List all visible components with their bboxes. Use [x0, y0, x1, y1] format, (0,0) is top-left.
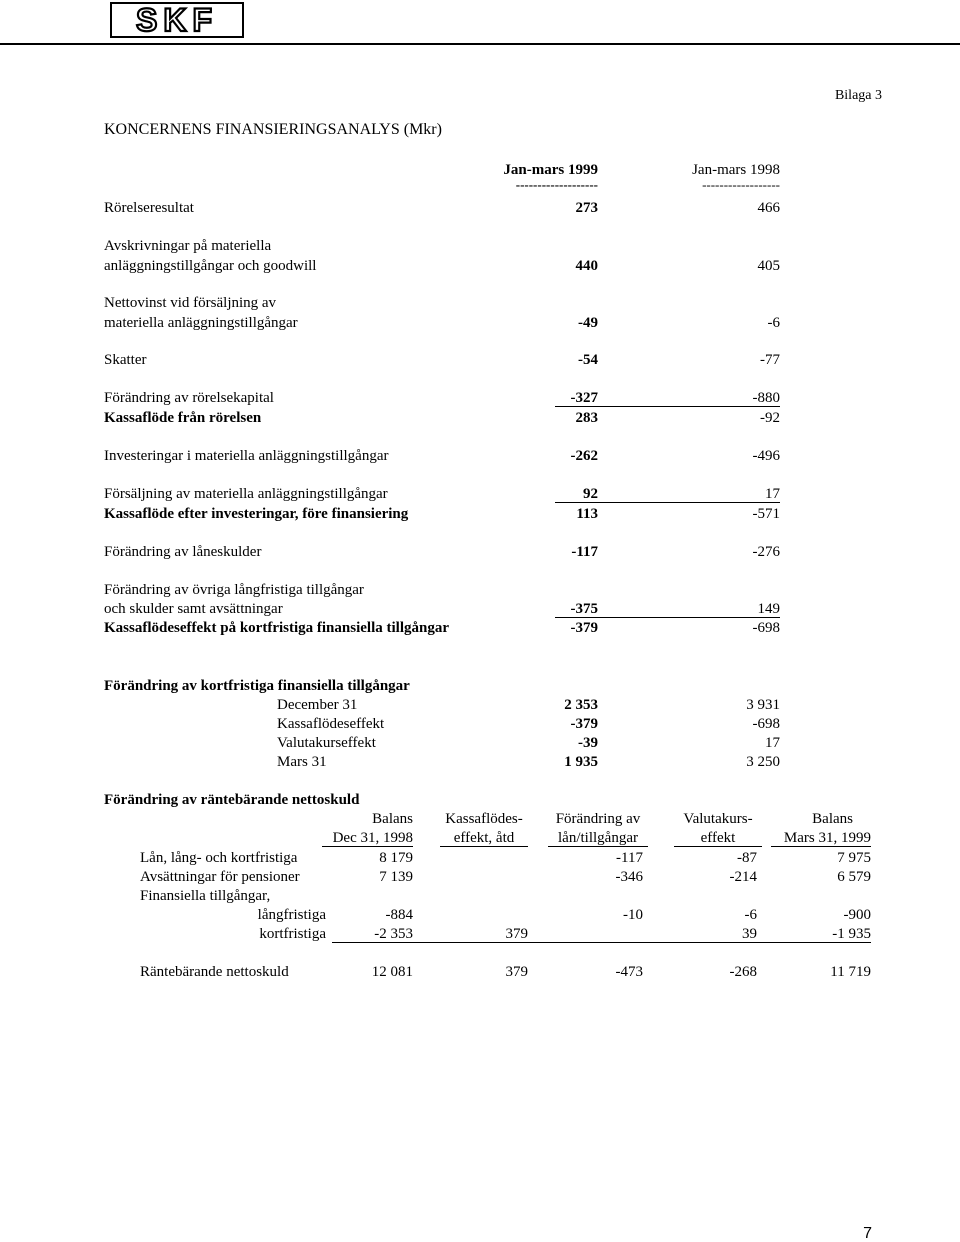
row-value-1998: 466	[757, 200, 780, 216]
net-debt-cell: -6	[744, 907, 757, 923]
row-label: Investeringar i materiella anläggningstillgångar	[104, 448, 389, 464]
net-debt-cell: -2 353	[374, 926, 413, 942]
short-term-value-1998: 3 250	[746, 754, 780, 770]
net-debt-header: Balans	[372, 811, 413, 827]
row-label-subtotal: Kassaflödeseffekt på kortfristiga finansiella tillgångar	[104, 620, 449, 636]
short-term-value-1998: -698	[752, 716, 780, 732]
net-debt-cell: -900	[843, 907, 871, 923]
row-label: Förändring av låneskulder	[104, 544, 262, 560]
net-debt-row-label: Finansiella tillgångar,	[140, 888, 271, 904]
net-debt-total-cell: 12 081	[371, 964, 413, 980]
short-term-value-1999: -379	[570, 716, 598, 732]
row-value-1999: 283	[575, 410, 598, 426]
net-debt-total-cell: -268	[729, 964, 757, 980]
header-rule	[0, 43, 960, 45]
column-dashes-1: -------------------	[515, 177, 598, 192]
net-debt-cell: -214	[729, 869, 757, 885]
annex-label: Bilaga 3	[834, 88, 882, 103]
net-debt-cell: -87	[737, 850, 757, 866]
net-debt-cell: 7 139	[379, 869, 413, 885]
net-debt-total-cell: 11 719	[830, 964, 871, 980]
column-header-1998: Jan-mars 1998	[692, 162, 780, 178]
short-term-label: Valutakurseffekt	[277, 735, 376, 751]
net-debt-cell: 6 579	[837, 869, 871, 885]
net-debt-cell: 379	[505, 926, 528, 942]
page-number: 7	[863, 1225, 872, 1242]
row-value-1999: -54	[578, 352, 598, 368]
net-debt-cell: -346	[615, 869, 643, 885]
net-debt-total-cell: 379	[505, 964, 528, 980]
row-value-1999: -117	[571, 544, 598, 560]
row-value-1999: -49	[578, 315, 598, 331]
page-title	[104, 122, 442, 138]
row-value-1998: -6	[767, 315, 780, 331]
short-term-label: Mars 31	[277, 754, 327, 770]
row-label: Förändring av rörelsekapital	[104, 390, 274, 406]
row-value-1999: -375	[555, 601, 598, 618]
net-debt-cell: 39	[742, 926, 757, 942]
net-debt-header: effekt, åtd	[440, 830, 528, 847]
row-value-1998: -92	[760, 410, 780, 426]
row-value-1998: -880	[598, 390, 780, 407]
short-term-value-1999: -39	[578, 735, 598, 751]
short-term-value-1999: 1 935	[564, 754, 598, 770]
row-value-1999: 113	[576, 506, 598, 522]
title-unit: (Mkr)	[403, 121, 442, 138]
row-label: Rörelseresultat	[104, 200, 194, 216]
net-debt-row-label: Lån, lång- och kortfristiga	[140, 850, 298, 866]
short-term-value-1998: 17	[765, 735, 780, 751]
row-label-subtotal: Kassaflöde från rörelsen	[104, 410, 262, 426]
row-value-1998: -77	[760, 352, 780, 368]
net-debt-cell: -117	[616, 850, 643, 866]
row-label: och skulder samt avsättningar	[104, 601, 283, 617]
net-debt-cell: 7 975	[837, 850, 871, 866]
row-label: Försäljning av materiella anläggningstillgångar	[104, 486, 388, 502]
row-label: Förändring av övriga långfristiga tillgångar	[104, 582, 364, 598]
net-debt-total-label: Räntebärande nettoskuld	[140, 964, 289, 980]
net-debt-row-label: långfristiga	[257, 907, 326, 923]
section-heading-short-term: Förändring av kortfristiga finansiella tillgångar	[104, 678, 410, 694]
column-dashes-2: ------------------	[702, 177, 780, 192]
row-value-1999: 440	[575, 258, 598, 274]
row-value-1999: 92	[555, 486, 598, 503]
row-value-1999: 273	[575, 200, 598, 216]
short-term-value-1999: 2 353	[564, 697, 598, 713]
short-term-label: Kassaflödeseffekt	[277, 716, 385, 732]
column-header-1999: Jan-mars 1999	[503, 162, 598, 178]
short-term-label: December 31	[277, 697, 358, 713]
row-value-1998: 17	[598, 486, 780, 503]
net-debt-header: Dec 31, 1998	[322, 830, 413, 847]
net-debt-cell: -1 935	[832, 926, 871, 942]
net-debt-header: effekt	[674, 830, 762, 847]
section-heading-net-debt: Förändring av räntebärande nettoskuld	[104, 792, 360, 808]
title-main: KONCERNENS FINANSIERINGSANALYS	[104, 121, 400, 138]
row-label: Skatter	[104, 352, 147, 368]
row-value-1999: -327	[555, 390, 598, 407]
row-value-1998: -571	[752, 506, 780, 522]
net-debt-cell: -10	[623, 907, 643, 923]
row-value-1999: -379	[570, 620, 598, 636]
net-debt-header: Mars 31, 1999	[771, 830, 871, 847]
net-debt-row-label: kortfristiga	[259, 926, 326, 942]
net-debt-header: Kassaflödes-	[445, 811, 523, 827]
row-value-1998: -496	[752, 448, 780, 464]
row-label: Avskrivningar på materiella	[104, 238, 272, 254]
net-debt-cell: 8 179	[379, 850, 413, 866]
net-debt-total-cell: -473	[615, 964, 643, 980]
skf-logo	[110, 2, 244, 38]
row-value-1998: 149	[598, 601, 780, 618]
net-debt-header: lån/tillgångar	[548, 830, 648, 847]
row-label: materiella anläggningstillgångar	[104, 315, 298, 331]
svg-text:SKF: SKF	[136, 2, 218, 38]
net-debt-header: Förändring av	[555, 811, 641, 827]
row-label: anläggningstillgångar och goodwill	[104, 258, 317, 274]
row-value-1998: -276	[752, 544, 780, 560]
short-term-value-1998: 3 931	[746, 697, 780, 713]
net-debt-header: Valutakurs-	[683, 811, 753, 827]
row-value-1998: 405	[757, 258, 780, 274]
row-value-1998: -698	[752, 620, 780, 636]
net-debt-cell: -884	[385, 907, 413, 923]
net-debt-row-label: Avsättningar för pensioner	[140, 869, 300, 885]
net-debt-header: Balans	[812, 811, 853, 827]
row-label-subtotal: Kassaflöde efter investeringar, före finansiering	[104, 506, 409, 522]
row-value-1999: -262	[570, 448, 598, 464]
row-label: Nettovinst vid försäljning av	[104, 295, 277, 311]
